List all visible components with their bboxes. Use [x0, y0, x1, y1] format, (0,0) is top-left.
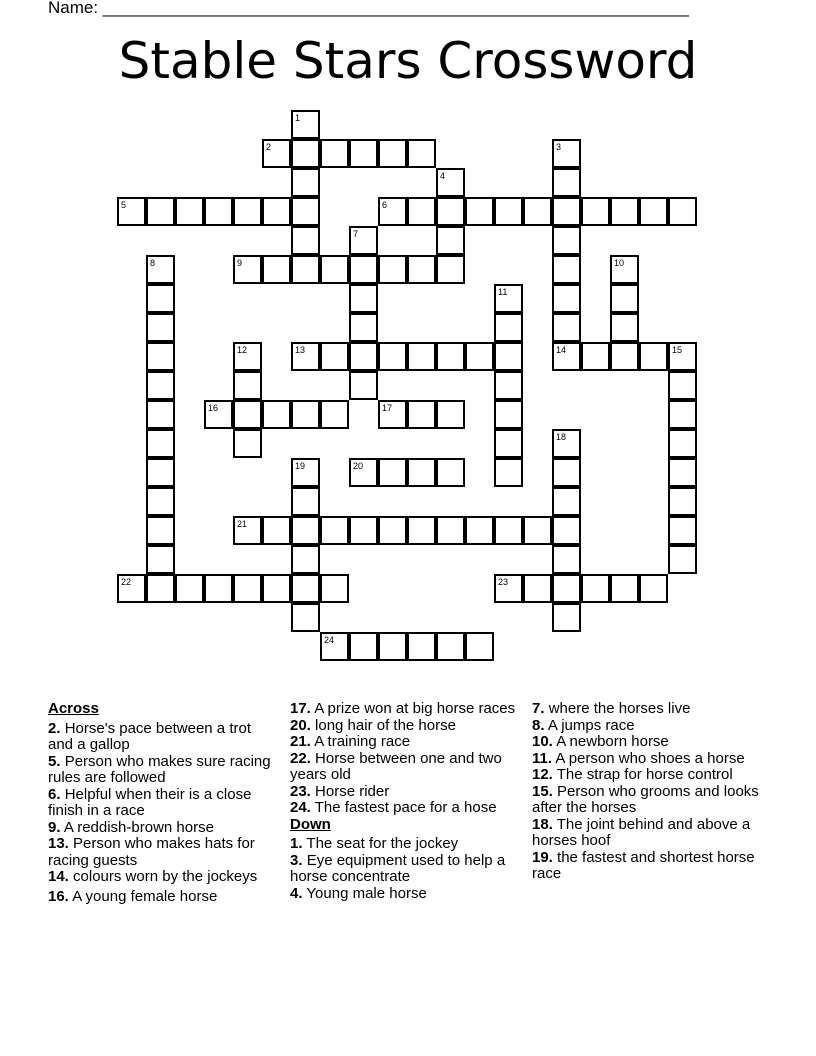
name-field[interactable]: Name: ______________________________________________________________: [48, 0, 689, 17]
grid-cell[interactable]: [494, 458, 523, 487]
clues-column-1: [48, 701, 278, 905]
grid-cell[interactable]: [407, 458, 436, 487]
grid-cell[interactable]: [552, 429, 581, 458]
grid-cell[interactable]: [523, 516, 552, 545]
grid-cell[interactable]: [552, 226, 581, 255]
clue-number: 12: [237, 345, 248, 355]
grid-cell[interactable]: [146, 342, 175, 371]
grid-cell[interactable]: [407, 342, 436, 371]
grid-cell[interactable]: [146, 516, 175, 545]
clue-across-22: 22. Horse between one and two years old: [290, 749, 502, 783]
clue-down-19: 19. the fastest and shortest horse race: [532, 848, 755, 882]
clue-across-23: 23. Horse rider: [290, 782, 390, 800]
grid-cell[interactable]: [552, 574, 581, 603]
clue-number: 8: [150, 258, 156, 268]
grid-cell[interactable]: [436, 400, 465, 429]
grid-cell[interactable]: [233, 400, 262, 429]
clue-number: 7: [353, 229, 359, 239]
clue-across-5: 5. Person who makes sure racing rules are followed: [48, 752, 271, 786]
clue-across-14: 14. colours worn by the jockeys: [48, 868, 258, 885]
grid-cell[interactable]: [668, 545, 697, 574]
grid-cell[interactable]: [146, 400, 175, 429]
grid-cell[interactable]: [378, 632, 407, 661]
clue-number: 5: [121, 200, 127, 210]
grid-cell[interactable]: [639, 342, 668, 371]
clue-across-6: 6. Helpful when their is a close finish in a race: [48, 785, 252, 819]
grid-cell[interactable]: [291, 516, 320, 545]
puzzle-title: Stable Stars Crossword: [118, 32, 698, 90]
grid-cell[interactable]: [407, 400, 436, 429]
grid-cell[interactable]: [639, 574, 668, 603]
grid-cell[interactable]: [320, 632, 349, 661]
grid-cell[interactable]: [378, 342, 407, 371]
clue-down-8: 8. A jumps race: [532, 716, 635, 734]
down-heading: Down: [290, 815, 331, 833]
clue-number: 3: [556, 142, 562, 152]
clue-number: 15: [672, 345, 683, 355]
grid-cell[interactable]: [291, 603, 320, 632]
clue-number: 13: [295, 345, 306, 355]
clue-number: 22: [121, 577, 132, 587]
grid-cell[interactable]: [668, 400, 697, 429]
grid-cell[interactable]: [552, 139, 581, 168]
grid-cell[interactable]: [494, 429, 523, 458]
grid-cell[interactable]: [552, 545, 581, 574]
grid-cell[interactable]: [378, 458, 407, 487]
grid-cell[interactable]: [291, 197, 320, 226]
clue-number: 6: [382, 200, 388, 210]
grid-cell[interactable]: [262, 516, 291, 545]
clue-number: 9: [237, 258, 243, 268]
grid-cell[interactable]: [320, 574, 349, 603]
grid-cell[interactable]: [668, 429, 697, 458]
grid-cell[interactable]: [523, 197, 552, 226]
grid-cell[interactable]: [552, 168, 581, 197]
grid-cell[interactable]: [407, 516, 436, 545]
grid-cell[interactable]: [262, 197, 291, 226]
grid-cell[interactable]: [349, 313, 378, 342]
grid-cell[interactable]: [349, 342, 378, 371]
grid-cell[interactable]: [494, 284, 523, 313]
clue-number: 10: [614, 258, 625, 268]
grid-cell[interactable]: [668, 342, 697, 371]
grid-cell[interactable]: [436, 516, 465, 545]
clue-number: 18: [556, 432, 567, 442]
grid-cell[interactable]: [378, 197, 407, 226]
grid-cell[interactable]: [233, 371, 262, 400]
clue-across-9: 9. A reddish-brown horse: [48, 818, 214, 836]
clue-number: 19: [295, 461, 306, 471]
grid-cell[interactable]: [291, 139, 320, 168]
clue-down-11: 11. A person who shoes a horse: [532, 749, 745, 767]
grid-cell[interactable]: [436, 226, 465, 255]
grid-cell[interactable]: [494, 400, 523, 429]
grid-cell[interactable]: [407, 139, 436, 168]
grid-cell[interactable]: [291, 574, 320, 603]
clue-down-18: 18. The joint behind and above a horses hoof: [532, 815, 751, 849]
grid-cell[interactable]: [291, 255, 320, 284]
grid-cell[interactable]: [407, 255, 436, 284]
grid-cell[interactable]: [291, 458, 320, 487]
grid-cell[interactable]: [552, 516, 581, 545]
grid-cell[interactable]: [436, 255, 465, 284]
grid-cell[interactable]: [291, 400, 320, 429]
clue-number: 17: [382, 403, 393, 413]
grid-cell[interactable]: [262, 255, 291, 284]
grid-cell[interactable]: [552, 458, 581, 487]
clue-number: 1: [295, 113, 301, 123]
grid-cell[interactable]: [349, 226, 378, 255]
grid-cell[interactable]: [552, 487, 581, 516]
grid-cell[interactable]: [349, 255, 378, 284]
grid-cell[interactable]: [146, 284, 175, 313]
clue-down-15: 15. Person who grooms and looks after the horses: [532, 782, 759, 816]
grid-cell[interactable]: [204, 400, 233, 429]
grid-cell[interactable]: [146, 458, 175, 487]
clue-number: 20: [353, 461, 364, 471]
grid-cell[interactable]: [291, 226, 320, 255]
grid-cell[interactable]: [494, 574, 523, 603]
grid-cell[interactable]: [378, 139, 407, 168]
grid-cell[interactable]: [233, 255, 262, 284]
clue-across-16: 16. A young female horse: [48, 887, 218, 905]
grid-cell[interactable]: [581, 342, 610, 371]
grid-cell[interactable]: [320, 255, 349, 284]
grid-cell[interactable]: [581, 574, 610, 603]
grid-cell[interactable]: [146, 371, 175, 400]
grid-cell[interactable]: [291, 168, 320, 197]
grid-cell[interactable]: [349, 284, 378, 313]
grid-cell[interactable]: [610, 342, 639, 371]
grid-cell[interactable]: [146, 429, 175, 458]
grid-cell[interactable]: [349, 632, 378, 661]
clue-down-10: 10. A newborn horse: [532, 733, 669, 750]
clue-number: 24: [324, 635, 335, 645]
clues-column-2: [290, 701, 520, 902]
grid-cell[interactable]: [610, 197, 639, 226]
grid-cell[interactable]: [668, 458, 697, 487]
grid-cell[interactable]: [349, 139, 378, 168]
grid-cell[interactable]: [233, 516, 262, 545]
clue-number: 21: [237, 519, 248, 529]
grid-cell[interactable]: [291, 487, 320, 516]
grid-cell[interactable]: [262, 139, 291, 168]
grid-cell[interactable]: [436, 342, 465, 371]
grid-cell[interactable]: [668, 516, 697, 545]
grid-cell[interactable]: [204, 574, 233, 603]
grid-cell[interactable]: [436, 458, 465, 487]
clue-number: 11: [498, 287, 508, 297]
grid-cell[interactable]: [610, 284, 639, 313]
grid-cell[interactable]: [320, 139, 349, 168]
grid-cell[interactable]: [291, 342, 320, 371]
grid-cell[interactable]: [349, 371, 378, 400]
grid-cell[interactable]: [233, 574, 262, 603]
grid-cell[interactable]: [552, 197, 581, 226]
clue-number: 2: [266, 142, 272, 152]
clue-down-12: 12. The strap for horse control: [532, 766, 733, 783]
grid-cell[interactable]: [349, 516, 378, 545]
grid-cell[interactable]: [494, 516, 523, 545]
grid-cell[interactable]: [262, 574, 291, 603]
grid-cell[interactable]: [465, 516, 494, 545]
grid-cell[interactable]: [552, 342, 581, 371]
grid-cell[interactable]: [668, 197, 697, 226]
clues-column-3: [532, 701, 772, 883]
grid-cell[interactable]: [523, 574, 552, 603]
clue-across-17: 17. A prize won at big horse races: [290, 700, 516, 717]
grid-cell[interactable]: [175, 197, 204, 226]
grid-cell[interactable]: [146, 487, 175, 516]
grid-cell[interactable]: [378, 255, 407, 284]
grid-cell[interactable]: [436, 197, 465, 226]
grid-cell[interactable]: [465, 197, 494, 226]
clue-across-21: 21. A training race: [290, 733, 411, 750]
grid-cell[interactable]: [494, 313, 523, 342]
clue-across-24: 24. The fastest pace for a hose: [290, 799, 497, 816]
clue-across-20: 20. long hair of the horse: [290, 716, 456, 734]
grid-cell[interactable]: [146, 545, 175, 574]
clue-across-2: 2. Horse's pace between a trot and a gallop: [48, 719, 251, 753]
across-heading: Across: [48, 700, 99, 717]
grid-cell[interactable]: [117, 574, 146, 603]
grid-cell[interactable]: [552, 313, 581, 342]
grid-cell[interactable]: [146, 197, 175, 226]
clue-down-1: 1. The seat for the jockey: [290, 835, 459, 852]
grid-cell[interactable]: [436, 632, 465, 661]
grid-cell[interactable]: [320, 516, 349, 545]
grid-cell[interactable]: [349, 458, 378, 487]
grid-cell[interactable]: [552, 603, 581, 632]
grid-cell[interactable]: [465, 342, 494, 371]
grid-cell[interactable]: [233, 429, 262, 458]
grid-cell[interactable]: [291, 545, 320, 574]
grid-cell[interactable]: [668, 371, 697, 400]
grid-cell[interactable]: [610, 574, 639, 603]
clue-number: 4: [440, 171, 446, 181]
grid-cell[interactable]: [233, 197, 262, 226]
grid-cell[interactable]: [639, 197, 668, 226]
grid-cell[interactable]: [610, 255, 639, 284]
grid-cell[interactable]: [146, 574, 175, 603]
grid-cell[interactable]: [552, 284, 581, 313]
clue-number: 14: [556, 345, 567, 355]
clue-down-4: 4. Young male horse: [290, 884, 427, 902]
grid-cell[interactable]: [436, 168, 465, 197]
grid-cell[interactable]: [320, 342, 349, 371]
clue-down-3: 3. Eye equipment used to help a horse concentrate: [290, 851, 506, 885]
grid-cell[interactable]: [494, 197, 523, 226]
grid-cell[interactable]: [320, 400, 349, 429]
clue-across-13: 13. Person who makes hats for racing guests: [48, 835, 255, 869]
grid-cell[interactable]: [262, 400, 291, 429]
grid-cell[interactable]: [378, 516, 407, 545]
grid-cell[interactable]: [146, 313, 175, 342]
grid-cell[interactable]: [581, 197, 610, 226]
clue-number: 16: [208, 403, 219, 413]
grid-cell[interactable]: [407, 632, 436, 661]
grid-cell[interactable]: [378, 400, 407, 429]
grid-cell[interactable]: [668, 487, 697, 516]
grid-cell[interactable]: [291, 110, 320, 139]
grid-cell[interactable]: [175, 574, 204, 603]
grid-cell[interactable]: [407, 197, 436, 226]
grid-cell[interactable]: [204, 197, 233, 226]
grid-cell[interactable]: [552, 255, 581, 284]
grid-cell[interactable]: [117, 197, 146, 226]
clue-number: 23: [498, 577, 509, 587]
grid-cell[interactable]: [494, 371, 523, 400]
grid-cell[interactable]: [610, 313, 639, 342]
grid-cell[interactable]: [494, 342, 523, 371]
grid-cell[interactable]: [465, 632, 494, 661]
grid-cell[interactable]: [146, 255, 175, 284]
clue-down-7: 7. where the horses live: [532, 700, 691, 717]
grid-cell[interactable]: [233, 342, 262, 371]
